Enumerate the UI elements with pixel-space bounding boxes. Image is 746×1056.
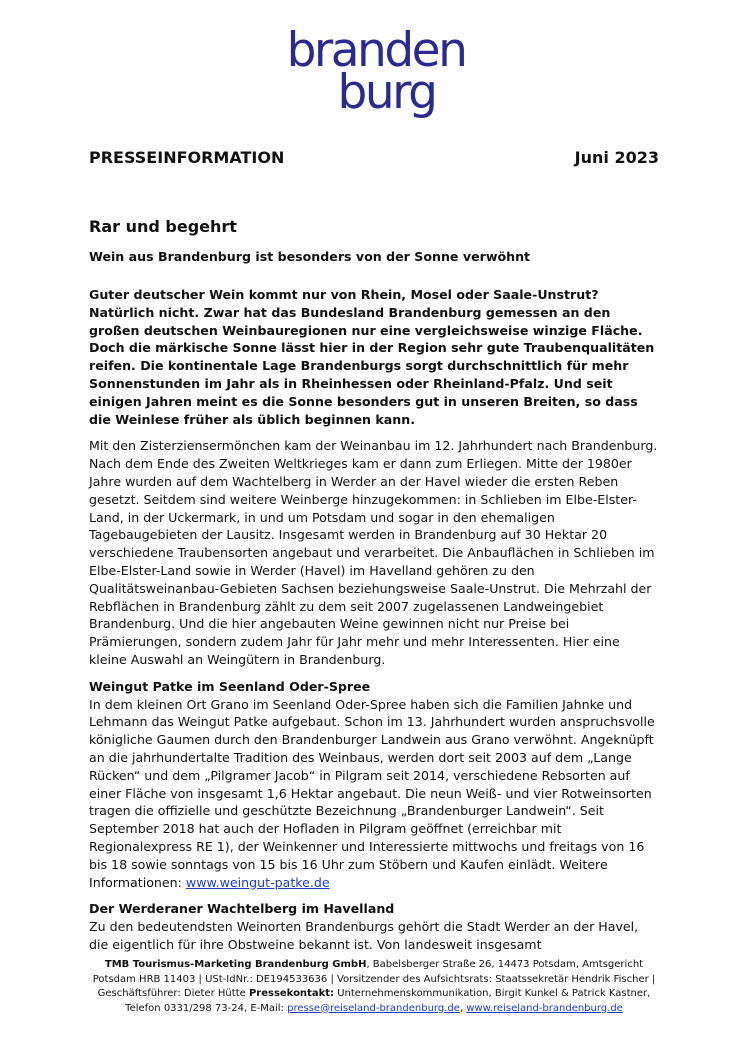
page-footer <box>89 958 659 1016</box>
press-date: Juni 2023 <box>574 148 659 167</box>
footer-contact: Unternehmenskommunikation, Birgit Kunkel & Patrick Kastner, Telefon 0331/298 73-24, E-Mail: <box>125 988 651 1014</box>
logo-line-1: branden <box>286 23 466 78</box>
footer-website-link[interactable]: www.reiseland-brandenburg.de <box>466 1002 623 1014</box>
logo-line-2: burg <box>337 65 436 120</box>
lead-paragraph: Guter deutscher Wein kommt nur von Rhein, Mosel oder Saale-Unstrut? Natürlich nicht. Zwar hat das Bundesland Brandenburg gemessen an den großen deutschen Weinbauregionen nur eine vergleichsweise winzige Fläche. Doch die märkische Sonne lässt hier in der Region sehr gute Traubenqualitäten reifen. Die kontinentale Lage Brandenburgs sorgt durchschnittlich für mehr Sonnenstunden im Jahr als in Rheinhessen oder Rheinland-Pfalz. Und seit einigen Jahren meint es die Sonne besonders gut in unseren Breiten, so dass die Weinlese früher als üblich beginnen kann. <box>89 287 655 427</box>
footer-separator: , <box>459 1002 467 1014</box>
footer-email-link[interactable]: presse@reiseland-brandenburg.de <box>287 1002 460 1014</box>
section-heading-werder: Der Werderaner Wachtelberg im Havelland <box>89 901 395 917</box>
page-subtitle: Wein aus Brandenburg ist besonders von der Sonne verwöhnt <box>89 249 531 264</box>
section-paragraph-patke <box>89 696 659 892</box>
section-werder <box>89 900 659 954</box>
article-body <box>89 286 659 954</box>
press-label: PRESSEINFORMATION <box>89 148 285 167</box>
footer-company: TMB Tourismus-Marketing Brandenburg GmbH <box>104 959 367 970</box>
document-header <box>89 146 659 170</box>
section-heading-patke: Weingut Patke im Seenland Oder-Spree <box>89 678 371 694</box>
brandenburg-logo <box>0 23 746 120</box>
patke-website-link[interactable]: www.weingut-patke.de <box>185 874 330 890</box>
page-title: Rar und begehrt <box>89 217 237 236</box>
section-text-patke: In dem kleinen Ort Grano im Seenland Oder-Spree haben sich die Familien Jahnke und Lehmann das Weingut Patke aufgebaut. Schon im 13. Jahrhundert wurden anspruchsvolle königliche Gaumen durch den Brandenburger Landwein aus Grano verwöhnt. Angeknüpft an die jahrhundertalte Tradition des Weinbaus, werden dort seit 2003 auf dem „Lange Rücken“ und dem „Pilgramer Jacob“ in Pilgram seit 2014, verschiedene Rebsorten auf einer Fläche von insgesamt 1,6 Hektar angebaut. Die neun Weiß- und vier Rotweinsorten tragen die offizielle und geschützte Bezeichnung „Brandenburger Landwein“. Seit September 2018 hat auch der Hofladen in Pilgram geöffnet (erreichbar mit Regionalexpress RE 1), der Weinkenner und Interessierte mittwochs und freitags von 16 bis 18 sowie sonntags von 15 bis 16 Uhr zum Stöbern und Kaufen einlädt. Weitere Informationen: <box>89 696 655 890</box>
section-paragraph-werder: Zu den bedeutendsten Weinorten Brandenburgs gehört die Stadt Werder an der Havel, die eigentlich für ihre Obstweine bekannt ist. Von landesweit insgesamt <box>89 919 639 952</box>
body-paragraph: Mit den Zisterziensermönchen kam der Weinanbau im 12. Jahrhundert nach Brandenburg. Nach dem Ende des Zweiten Weltkrieges kam er dann zum Erliegen. Mitte der 1980er Jahre wurden auf dem Wachtelberg in Werder an der Havel wieder die ersten Reben gesetzt. Seitdem sind weitere Weinberge hinzugekommen: in Schlieben im Elbe-Elster-Land, in der Uckermark, in und um Potsdam und sogar in den ehemaligen Tagebaugebieten der Lausitz. Insgesamt werden in Brandenburg auf 30 Hektar 20 verschiedene Traubensorten angebaut und verarbeitet. Die Anbauflächen in Schlieben im Elbe-Elster-Land sowie in Werder (Havel) im Havelland gehören zu den Qualitätsweinanbau-Gebieten Sachsen beziehungsweise Saale-Unstrut. Die Mehrzahl der Rebflächen in Brandenburg zählt zu dem seit 2007 zugelassenen Landweingebiet Brandenburg. Und die hier angebauten Weine gewinnen nicht nur Preise bei Prämierungen, sondern zudem Jahr für Jahr mehr und mehr Interessenten. Hier eine kleine Auswahl an Weingütern in Brandenburg. <box>89 438 658 667</box>
footer-address: , Babelsberger Straße 26, 14473 Potsdam, Amtsgericht Potsdam HRB 11403 | USt-IdNr.: DE194533636 | Vorsitzender des Aufsichtsrats: Staatssekretär Hendrik Fischer | Geschäftsführer: Dieter Hütte <box>92 959 656 999</box>
footer-contact-label: Pressekontakt: <box>248 988 335 999</box>
